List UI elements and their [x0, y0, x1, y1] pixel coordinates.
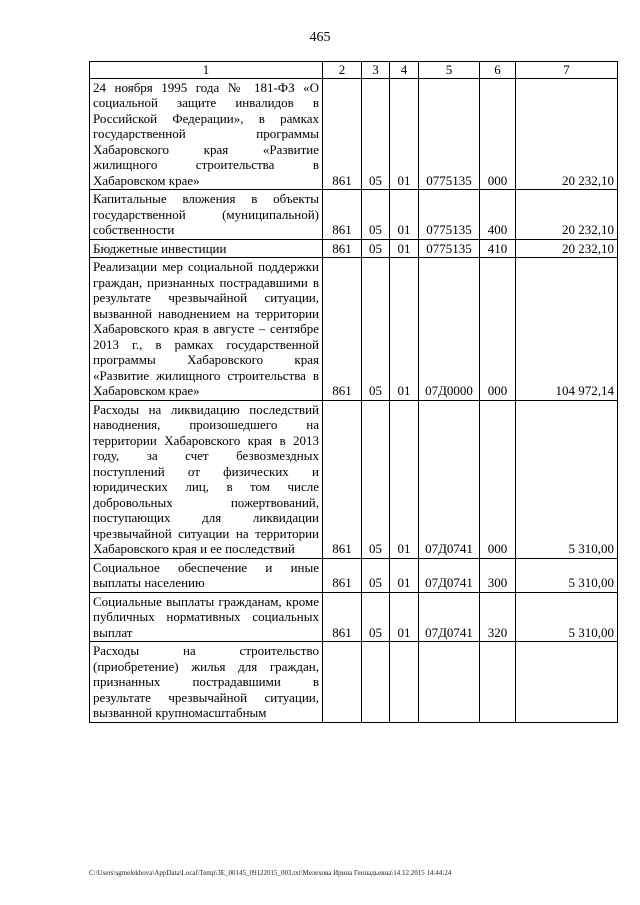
cell-ministry-code: 861: [323, 400, 362, 558]
table-row: [90, 642, 618, 723]
cell-section-code: 05: [362, 190, 390, 240]
cell-section-code: 05: [362, 78, 390, 190]
cell-amount: 20 232,10: [516, 190, 618, 240]
row-description: Капитальные вложения в объекты государственной (муниципальной) собственности: [90, 190, 323, 240]
cell-section-code: [362, 642, 390, 723]
cell-expense-type: 300: [480, 558, 516, 592]
row-description: Социальное обеспечение и иные выплаты населению: [90, 558, 323, 592]
cell-subsection-code: 01: [390, 78, 419, 190]
row-description: Расходы на строительство (приобретение) жилья для граждан, признанных пострадавшими в результате чрезвычайной ситуации, вызванной крупномасштабным: [90, 642, 323, 723]
table-row: [90, 239, 618, 258]
table-row: [90, 258, 618, 401]
cell-amount: 20 232,10: [516, 239, 618, 258]
cell-expense-type: 000: [480, 400, 516, 558]
cell-ministry-code: [323, 642, 362, 723]
cell-section-code: 05: [362, 239, 390, 258]
cell-subsection-code: 01: [390, 400, 419, 558]
column-header: 4: [390, 62, 419, 79]
row-description: Бюджетные инвестиции: [90, 239, 323, 258]
cell-ministry-code: 861: [323, 592, 362, 642]
cell-section-code: 05: [362, 400, 390, 558]
column-header: 1: [90, 62, 323, 79]
row-description: Реализации мер социальной поддержки граждан, признанных пострадавшими в результате чрезвычайной ситуации, вызванной наводнением на территории Хабаровского края в августе – сентябре 2013 г., в рамках государственной программы Хабаровского края «Развитие жилищного строительства в Хабаровском крае»: [90, 258, 323, 401]
cell-target-code: 07Д0741: [419, 400, 480, 558]
row-description: Расходы на ликвидацию последствий наводнения, произошедшего на территории Хабаровского края в 2013 году, за счет безвозмездных поступлений от физических и юридических лиц, в том числе добровольных пожертвований, поступающих для ликвидации чрезвычайной ситуации на территории Хабаровского края и ее последствий: [90, 400, 323, 558]
cell-target-code: 07Д0741: [419, 592, 480, 642]
column-header: 7: [516, 62, 618, 79]
cell-section-code: 05: [362, 592, 390, 642]
cell-subsection-code: 01: [390, 258, 419, 401]
column-header: 6: [480, 62, 516, 79]
cell-expense-type: 400: [480, 190, 516, 240]
cell-amount: 5 310,00: [516, 400, 618, 558]
column-header: 2: [323, 62, 362, 79]
cell-expense-type: 000: [480, 258, 516, 401]
cell-expense-type: 320: [480, 592, 516, 642]
cell-ministry-code: 861: [323, 190, 362, 240]
cell-target-code: [419, 642, 480, 723]
cell-ministry-code: 861: [323, 558, 362, 592]
row-description: Социальные выплаты гражданам, кроме публичных нормативных социальных выплат: [90, 592, 323, 642]
cell-target-code: 07Д0741: [419, 558, 480, 592]
cell-subsection-code: 01: [390, 239, 419, 258]
column-header: 3: [362, 62, 390, 79]
cell-ministry-code: 861: [323, 258, 362, 401]
cell-subsection-code: 01: [390, 190, 419, 240]
cell-target-code: 0775135: [419, 239, 480, 258]
table-header-row: [90, 62, 618, 79]
cell-subsection-code: 01: [390, 558, 419, 592]
cell-amount: 5 310,00: [516, 592, 618, 642]
cell-amount: [516, 642, 618, 723]
cell-amount: 5 310,00: [516, 558, 618, 592]
table-row: [90, 78, 618, 190]
cell-target-code: 0775135: [419, 78, 480, 190]
table-row: [90, 592, 618, 642]
cell-expense-type: 000: [480, 78, 516, 190]
cell-expense-type: 410: [480, 239, 516, 258]
file-path-footer: C:\Users\sgmelekhova\AppData\Local\Temp\3E_00145_09122015_003.txt\Мелехова Ирина Геннадьевна\14.12.2015 14:44:24: [89, 869, 452, 877]
table-row: [90, 400, 618, 558]
cell-amount: 20 232,10: [516, 78, 618, 190]
column-header: 5: [419, 62, 480, 79]
cell-amount: 104 972,14: [516, 258, 618, 401]
cell-subsection-code: 01: [390, 592, 419, 642]
cell-target-code: 07Д0000: [419, 258, 480, 401]
cell-subsection-code: [390, 642, 419, 723]
cell-ministry-code: 861: [323, 78, 362, 190]
row-description: 24 ноября 1995 года № 181-ФЗ «О социальной защите инвалидов в Российской Федерации», в рамках государственной программы Хабаровского края «Развитие жилищного строительства в Хабаровском крае»: [90, 78, 323, 190]
cell-expense-type: [480, 642, 516, 723]
cell-section-code: 05: [362, 258, 390, 401]
cell-section-code: 05: [362, 558, 390, 592]
table-row: [90, 558, 618, 592]
budget-table: [89, 61, 618, 723]
table-row: [90, 190, 618, 240]
page-number: 465: [309, 30, 331, 45]
cell-ministry-code: 861: [323, 239, 362, 258]
cell-target-code: 0775135: [419, 190, 480, 240]
